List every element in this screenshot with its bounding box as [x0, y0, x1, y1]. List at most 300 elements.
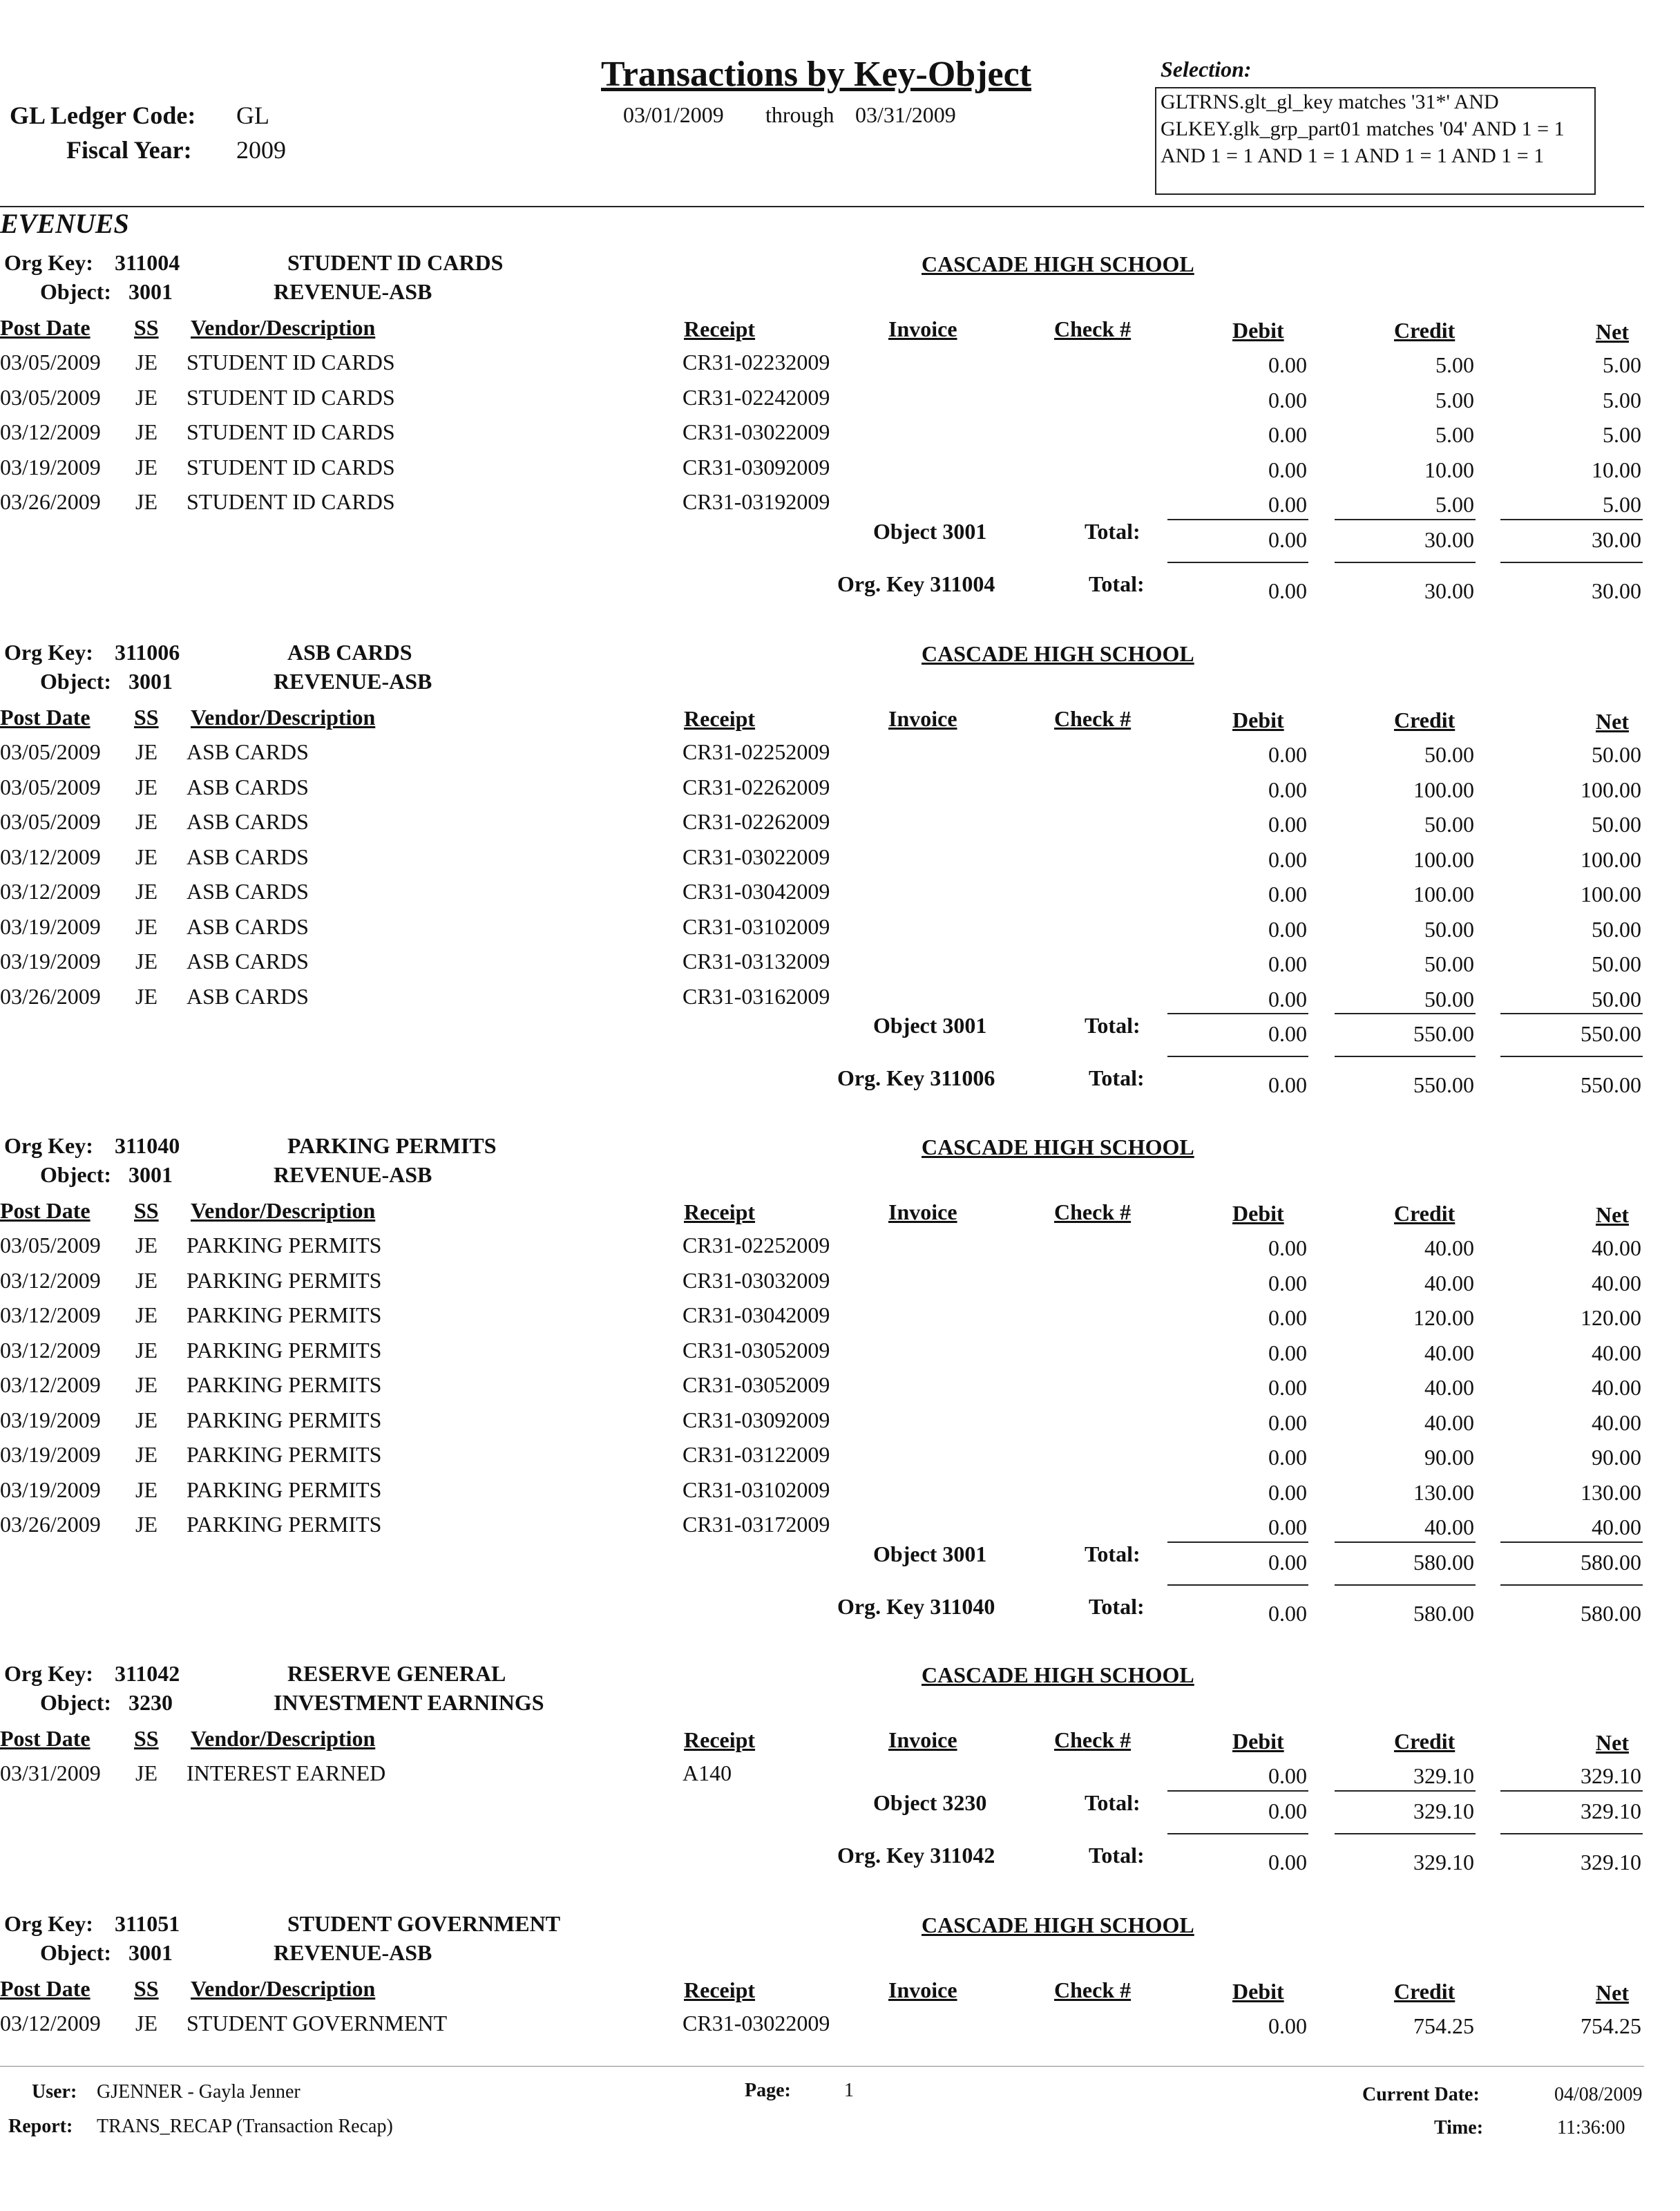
post-date: 03/12/2009: [0, 1302, 101, 1327]
ss-code: JE: [135, 983, 158, 1009]
col-ss: SS: [134, 1198, 159, 1223]
net-amount: 100.00: [1581, 882, 1641, 907]
col-net: Net: [1596, 709, 1629, 734]
post-date: 03/12/2009: [0, 1372, 101, 1397]
org-key-value: 311004: [115, 250, 180, 275]
debit-amount: 0.00: [1268, 352, 1307, 377]
object-total-rule-credit: [1335, 1790, 1476, 1792]
org-total-credit: 550.00: [1413, 1072, 1474, 1097]
vendor-description: STUDENT ID CARDS: [187, 384, 395, 410]
debit-amount: 0.00: [1268, 492, 1307, 517]
ss-code: JE: [135, 1372, 158, 1397]
ss-code: JE: [135, 809, 158, 834]
org-total-debit: 0.00: [1268, 1849, 1307, 1875]
debit-amount: 0.00: [1268, 1479, 1307, 1505]
col-vendor-description: Vendor/Description: [191, 705, 376, 730]
object-total-rule-net: [1500, 519, 1643, 520]
net-amount: 90.00: [1592, 1445, 1641, 1470]
net-amount: 120.00: [1581, 1305, 1641, 1330]
net-amount: 100.00: [1581, 846, 1641, 872]
object-total-rule-credit: [1335, 1013, 1476, 1014]
col-invoice: Invoice: [888, 1977, 957, 2002]
receipt-number: CR31-02252009: [682, 1233, 830, 1258]
debit-amount: 0.00: [1268, 1340, 1307, 1365]
net-amount: 40.00: [1592, 1515, 1641, 1539]
post-date: 03/19/2009: [0, 454, 101, 480]
org-total-word: Total:: [1089, 571, 1145, 596]
col-invoice: Invoice: [888, 1727, 957, 1752]
vendor-description: STUDENT GOVERNMENT: [187, 2011, 448, 2036]
col-check: Check #: [1054, 1977, 1132, 2002]
col-receipt: Receipt: [684, 316, 756, 341]
receipt-number: CR31-03042009: [682, 1302, 830, 1327]
object-total-debit: 0.00: [1268, 1549, 1307, 1575]
col-net: Net: [1596, 1202, 1629, 1227]
object-value: 3001: [128, 279, 173, 304]
object-total-word: Total:: [1085, 518, 1140, 544]
vendor-description: INTEREST EARNED: [187, 1761, 386, 1785]
col-debit: Debit: [1232, 708, 1284, 732]
debit-amount: 0.00: [1268, 812, 1307, 837]
object-label: Object:: [40, 1690, 112, 1715]
vendor-description: ASB CARDS: [187, 739, 309, 764]
debit-amount: 0.00: [1268, 1445, 1307, 1470]
debit-amount: 0.00: [1268, 1410, 1307, 1435]
ss-code: JE: [135, 1761, 158, 1785]
col-debit: Debit: [1232, 1979, 1284, 2004]
ss-code: JE: [135, 1477, 158, 1502]
col-check: Check #: [1054, 1727, 1132, 1752]
post-date: 03/05/2009: [0, 809, 101, 834]
vendor-description: PARKING PERMITS: [187, 1372, 382, 1397]
org-total-rule-debit: [1167, 1584, 1308, 1586]
post-date: 03/26/2009: [0, 1512, 101, 1537]
debit-amount: 0.00: [1268, 387, 1307, 412]
vendor-description: STUDENT ID CARDS: [187, 350, 395, 374]
col-vendor-description: Vendor/Description: [191, 1198, 376, 1223]
net-amount: 5.00: [1603, 352, 1641, 377]
credit-amount: 50.00: [1424, 742, 1474, 767]
ledger-code-label: GL Ledger Code:: [10, 102, 196, 129]
ss-code: JE: [135, 1267, 158, 1293]
org-total-label: Org. Key 311042: [837, 1842, 995, 1868]
post-date: 03/12/2009: [0, 1337, 101, 1363]
post-date: 03/19/2009: [0, 913, 101, 939]
object-total-rule-credit: [1335, 1541, 1476, 1543]
credit-amount: 329.10: [1413, 1763, 1474, 1788]
post-date: 03/31/2009: [0, 1761, 101, 1785]
net-amount: 329.10: [1581, 1763, 1641, 1788]
net-amount: 40.00: [1592, 1340, 1641, 1365]
credit-amount: 10.00: [1424, 457, 1474, 482]
col-post-date: Post Date: [0, 315, 90, 340]
credit-amount: 120.00: [1413, 1305, 1474, 1330]
debit-amount: 0.00: [1268, 916, 1307, 942]
ss-code: JE: [135, 454, 158, 480]
col-invoice: Invoice: [888, 316, 957, 341]
col-debit: Debit: [1232, 318, 1284, 343]
debit-amount: 0.00: [1268, 2013, 1307, 2038]
vendor-description: PARKING PERMITS: [187, 1267, 382, 1293]
credit-amount: 100.00: [1413, 846, 1474, 872]
vendor-description: ASB CARDS: [187, 809, 309, 834]
post-date: 03/19/2009: [0, 949, 101, 974]
debit-amount: 0.00: [1268, 1235, 1307, 1260]
debit-amount: 0.00: [1268, 1270, 1307, 1296]
org-total-net: 580.00: [1581, 1600, 1641, 1626]
debit-amount: 0.00: [1268, 1763, 1307, 1788]
org-key-name: STUDENT GOVERNMENT: [287, 1911, 561, 1936]
object-value: 3230: [128, 1690, 173, 1715]
credit-amount: 40.00: [1424, 1410, 1474, 1435]
col-vendor-description: Vendor/Description: [191, 1976, 376, 2001]
org-total-word: Total:: [1089, 1593, 1145, 1619]
object-total-word: Total:: [1085, 1013, 1140, 1038]
vendor-description: STUDENT ID CARDS: [187, 454, 395, 480]
col-ss: SS: [134, 1976, 159, 2001]
fiscal-year-value: 2009: [236, 136, 286, 164]
ss-code: JE: [135, 739, 158, 764]
report-title: Transactions by Key-Object: [601, 55, 1031, 94]
credit-amount: 90.00: [1424, 1445, 1474, 1470]
ss-code: JE: [135, 489, 158, 514]
credit-amount: 754.25: [1413, 2013, 1474, 2038]
net-amount: 50.00: [1592, 916, 1641, 942]
receipt-number: CR31-03122009: [682, 1442, 830, 1467]
footer-time-label: Time:: [1434, 2117, 1484, 2138]
ss-code: JE: [135, 1302, 158, 1327]
credit-amount: 5.00: [1435, 352, 1474, 377]
post-date: 03/19/2009: [0, 1407, 101, 1432]
post-date: 03/05/2009: [0, 1233, 101, 1258]
org-total-rule-credit: [1335, 1056, 1476, 1057]
vendor-description: ASB CARDS: [187, 949, 309, 974]
org-key-name: ASB CARDS: [287, 640, 412, 665]
org-total-label: Org. Key 311004: [837, 571, 995, 596]
vendor-description: ASB CARDS: [187, 913, 309, 939]
receipt-number: CR31-03092009: [682, 1407, 830, 1432]
col-credit: Credit: [1394, 708, 1455, 732]
object-label: Object:: [40, 1940, 112, 1965]
ss-code: JE: [135, 913, 158, 939]
org-key-label: Org Key:: [4, 250, 93, 275]
credit-amount: 5.00: [1435, 422, 1474, 447]
org-total-label: Org. Key 311006: [837, 1065, 995, 1090]
credit-amount: 100.00: [1413, 777, 1474, 802]
net-amount: 50.00: [1592, 951, 1641, 976]
object-total-credit: 550.00: [1413, 1021, 1474, 1046]
footer-user-value: GJENNER - Gayla Jenner: [97, 2081, 300, 2103]
org-total-credit: 580.00: [1413, 1600, 1474, 1626]
receipt-number: CR31-02232009: [682, 350, 830, 374]
vendor-description: STUDENT ID CARDS: [187, 489, 395, 514]
object-total-credit: 580.00: [1413, 1549, 1474, 1575]
object-total-net: 550.00: [1581, 1021, 1641, 1046]
credit-amount: 50.00: [1424, 812, 1474, 837]
object-value: 3001: [128, 1940, 173, 1965]
ss-code: JE: [135, 2011, 158, 2036]
ss-code: JE: [135, 879, 158, 904]
col-credit: Credit: [1394, 318, 1455, 343]
through-label: through: [765, 102, 834, 127]
vendor-description: PARKING PERMITS: [187, 1442, 382, 1467]
vendor-description: ASB CARDS: [187, 774, 309, 799]
ss-code: JE: [135, 1512, 158, 1537]
footer-time-value: 11:36:00: [1557, 2117, 1625, 2138]
debit-amount: 0.00: [1268, 1515, 1307, 1539]
school-name: CASCADE HIGH SCHOOL: [922, 252, 1194, 276]
receipt-number: CR31-03022009: [682, 2011, 830, 2036]
col-debit: Debit: [1232, 1201, 1284, 1226]
vendor-description: PARKING PERMITS: [187, 1512, 382, 1537]
org-total-credit: 329.10: [1413, 1849, 1474, 1875]
col-receipt: Receipt: [684, 706, 756, 731]
ss-code: JE: [135, 1407, 158, 1432]
post-date: 03/19/2009: [0, 1477, 101, 1502]
debit-amount: 0.00: [1268, 882, 1307, 907]
object-total-debit: 0.00: [1268, 526, 1307, 552]
org-key-value: 311042: [115, 1661, 180, 1686]
org-key-value: 311051: [115, 1911, 180, 1936]
object-total-word: Total:: [1085, 1790, 1140, 1815]
post-date: 03/12/2009: [0, 879, 101, 904]
fiscal-year-label: Fiscal Year:: [66, 136, 192, 164]
org-total-rule-credit: [1335, 1584, 1476, 1586]
org-total-rule-debit: [1167, 562, 1308, 563]
receipt-number: CR31-03052009: [682, 1337, 830, 1363]
credit-amount: 40.00: [1424, 1235, 1474, 1260]
org-key-value: 311006: [115, 640, 180, 665]
debit-amount: 0.00: [1268, 986, 1307, 1012]
object-total-rule-debit: [1167, 1013, 1308, 1014]
object-total-debit: 0.00: [1268, 1021, 1307, 1046]
debit-amount: 0.00: [1268, 777, 1307, 802]
col-credit: Credit: [1394, 1979, 1455, 2004]
col-ss: SS: [134, 1726, 159, 1751]
post-date: 03/05/2009: [0, 739, 101, 764]
receipt-number: CR31-02262009: [682, 774, 830, 799]
ss-code: JE: [135, 1442, 158, 1467]
debit-amount: 0.00: [1268, 846, 1307, 872]
object-total-credit: 30.00: [1424, 526, 1474, 552]
object-total-rule-net: [1500, 1541, 1643, 1543]
receipt-number: CR31-03132009: [682, 949, 830, 974]
vendor-description: PARKING PERMITS: [187, 1302, 382, 1327]
col-net: Net: [1596, 1730, 1629, 1755]
credit-amount: 100.00: [1413, 882, 1474, 907]
net-amount: 40.00: [1592, 1410, 1641, 1435]
net-amount: 130.00: [1581, 1479, 1641, 1505]
vendor-description: ASB CARDS: [187, 879, 309, 904]
credit-amount: 40.00: [1424, 1270, 1474, 1296]
ledger-code-value: GL: [236, 102, 269, 129]
net-amount: 5.00: [1603, 422, 1641, 447]
ss-code: JE: [135, 844, 158, 869]
object-name: REVENUE-ASB: [274, 279, 432, 304]
credit-amount: 50.00: [1424, 916, 1474, 942]
receipt-number: CR31-03172009: [682, 1512, 830, 1537]
credit-amount: 5.00: [1435, 387, 1474, 412]
col-receipt: Receipt: [684, 1977, 756, 2002]
org-total-debit: 0.00: [1268, 1072, 1307, 1097]
net-amount: 100.00: [1581, 777, 1641, 802]
receipt-number: CR31-02252009: [682, 739, 830, 764]
category-heading: EVENUES: [0, 208, 129, 239]
ss-code: JE: [135, 350, 158, 374]
debit-amount: 0.00: [1268, 457, 1307, 482]
vendor-description: STUDENT ID CARDS: [187, 419, 395, 444]
post-date: 03/26/2009: [0, 983, 101, 1009]
debit-amount: 0.00: [1268, 422, 1307, 447]
ss-code: JE: [135, 1337, 158, 1363]
school-name: CASCADE HIGH SCHOOL: [922, 1913, 1194, 1937]
org-total-rule-net: [1500, 562, 1643, 563]
object-total-credit: 329.10: [1413, 1798, 1474, 1823]
post-date: 03/12/2009: [0, 419, 101, 444]
debit-amount: 0.00: [1268, 951, 1307, 976]
col-ss: SS: [134, 705, 159, 730]
col-receipt: Receipt: [684, 1727, 756, 1752]
col-net: Net: [1596, 1980, 1629, 2005]
org-key-label: Org Key:: [4, 640, 93, 665]
org-key-label: Org Key:: [4, 1661, 93, 1686]
school-name: CASCADE HIGH SCHOOL: [922, 641, 1194, 666]
org-total-rule-debit: [1167, 1056, 1308, 1057]
debit-amount: 0.00: [1268, 742, 1307, 767]
col-receipt: Receipt: [684, 1199, 756, 1224]
org-key-name: STUDENT ID CARDS: [287, 250, 504, 275]
object-total-net: 329.10: [1581, 1798, 1641, 1823]
org-total-word: Total:: [1089, 1842, 1145, 1868]
object-total-net: 30.00: [1592, 526, 1641, 552]
org-key-name: PARKING PERMITS: [287, 1133, 497, 1158]
post-date: 03/05/2009: [0, 774, 101, 799]
object-name: INVESTMENT EARNINGS: [274, 1690, 544, 1715]
org-total-rule-net: [1500, 1584, 1643, 1586]
col-vendor-description: Vendor/Description: [191, 1726, 376, 1751]
receipt-number: CR31-03032009: [682, 1267, 830, 1293]
object-total-label: Object 3001: [873, 1541, 987, 1566]
org-total-word: Total:: [1089, 1065, 1145, 1090]
vendor-description: PARKING PERMITS: [187, 1233, 382, 1258]
footer-date-label: Current Date:: [1362, 2084, 1480, 2105]
object-total-label: Object 3230: [873, 1790, 987, 1815]
object-total-label: Object 3001: [873, 518, 987, 544]
col-net: Net: [1596, 319, 1629, 344]
post-date: 03/26/2009: [0, 489, 101, 514]
footer-page-label: Page:: [745, 2080, 791, 2101]
object-total-rule-net: [1500, 1790, 1643, 1792]
post-date: 03/12/2009: [0, 2011, 101, 2036]
object-name: REVENUE-ASB: [274, 1940, 432, 1965]
object-name: REVENUE-ASB: [274, 669, 432, 694]
receipt-number: CR31-03102009: [682, 913, 830, 939]
col-post-date: Post Date: [0, 1726, 90, 1751]
school-name: CASCADE HIGH SCHOOL: [922, 1662, 1194, 1687]
vendor-description: PARKING PERMITS: [187, 1337, 382, 1363]
post-date: 03/05/2009: [0, 384, 101, 410]
col-credit: Credit: [1394, 1201, 1455, 1226]
col-post-date: Post Date: [0, 705, 90, 730]
col-vendor-description: Vendor/Description: [191, 315, 376, 340]
col-post-date: Post Date: [0, 1198, 90, 1223]
vendor-description: PARKING PERMITS: [187, 1407, 382, 1432]
org-key-name: RESERVE GENERAL: [287, 1661, 506, 1686]
credit-amount: 40.00: [1424, 1515, 1474, 1539]
receipt-number: CR31-03092009: [682, 454, 830, 480]
object-value: 3001: [128, 1162, 173, 1187]
net-amount: 50.00: [1592, 812, 1641, 837]
org-total-net: 30.00: [1592, 578, 1641, 603]
object-total-rule-net: [1500, 1013, 1643, 1014]
footer-date-value: 04/08/2009: [1554, 2084, 1643, 2105]
date-to: 03/31/2009: [855, 102, 956, 127]
net-amount: 40.00: [1592, 1235, 1641, 1260]
org-total-net: 550.00: [1581, 1072, 1641, 1097]
col-check: Check #: [1054, 316, 1132, 341]
col-credit: Credit: [1394, 1729, 1455, 1754]
object-total-debit: 0.00: [1268, 1798, 1307, 1823]
org-total-rule-debit: [1167, 1833, 1308, 1834]
col-ss: SS: [134, 315, 159, 340]
credit-amount: 130.00: [1413, 1479, 1474, 1505]
org-total-net: 329.10: [1581, 1849, 1641, 1875]
vendor-description: ASB CARDS: [187, 844, 309, 869]
selection-label: Selection:: [1161, 57, 1252, 82]
post-date: 03/19/2009: [0, 1442, 101, 1467]
post-date: 03/05/2009: [0, 350, 101, 374]
receipt-number: CR31-03022009: [682, 844, 830, 869]
ss-code: JE: [135, 419, 158, 444]
object-total-rule-debit: [1167, 1541, 1308, 1543]
receipt-number: A140: [682, 1761, 732, 1785]
org-total-debit: 0.00: [1268, 1600, 1307, 1626]
credit-amount: 50.00: [1424, 951, 1474, 976]
receipt-number: CR31-03162009: [682, 983, 830, 1009]
vendor-description: PARKING PERMITS: [187, 1477, 382, 1502]
receipt-number: CR31-03022009: [682, 419, 830, 444]
credit-amount: 40.00: [1424, 1340, 1474, 1365]
footer-report-label: Report:: [8, 2116, 73, 2137]
receipt-number: CR31-03042009: [682, 879, 830, 904]
object-label: Object:: [40, 1162, 112, 1187]
org-key-label: Org Key:: [4, 1133, 93, 1158]
header-divider: [0, 206, 1644, 207]
object-name: REVENUE-ASB: [274, 1162, 432, 1187]
receipt-number: CR31-02262009: [682, 809, 830, 834]
object-value: 3001: [128, 669, 173, 694]
object-label: Object:: [40, 279, 112, 304]
receipt-number: CR31-03192009: [682, 489, 830, 514]
receipt-number: CR31-03052009: [682, 1372, 830, 1397]
org-total-rule-net: [1500, 1833, 1643, 1834]
net-amount: 754.25: [1581, 2013, 1641, 2038]
debit-amount: 0.00: [1268, 1375, 1307, 1400]
col-check: Check #: [1054, 1199, 1132, 1224]
credit-amount: 50.00: [1424, 986, 1474, 1012]
col-debit: Debit: [1232, 1729, 1284, 1754]
school-name: CASCADE HIGH SCHOOL: [922, 1135, 1194, 1159]
footer-page-number: 1: [844, 2080, 854, 2101]
org-total-rule-net: [1500, 1056, 1643, 1057]
object-total-word: Total:: [1085, 1541, 1140, 1566]
org-total-debit: 0.00: [1268, 578, 1307, 603]
net-amount: 10.00: [1592, 457, 1641, 482]
object-label: Object:: [40, 669, 112, 694]
receipt-number: CR31-03102009: [682, 1477, 830, 1502]
net-amount: 40.00: [1592, 1375, 1641, 1400]
col-invoice: Invoice: [888, 706, 957, 731]
